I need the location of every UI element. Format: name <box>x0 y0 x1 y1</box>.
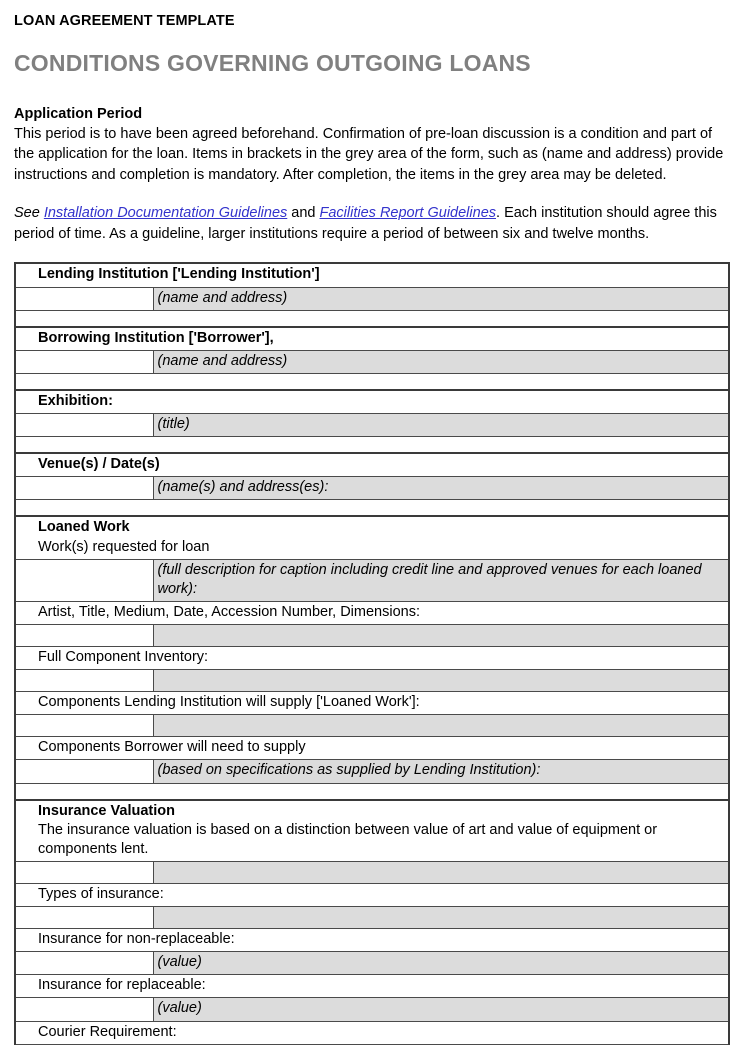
cell-components-borrower-input[interactable]: (based on specifications as supplied by Lending Institution): <box>153 760 729 783</box>
insurance-valuation-text: The insurance valuation is based on a distinction between value of art and value of equipment or components lent. <box>38 821 658 857</box>
cell-borrowing-institution-input[interactable]: (name and address) <box>153 350 729 373</box>
cell-venues-dates-input[interactable]: (name(s) and address(es): <box>153 477 729 500</box>
cell-lending-institution-stub[interactable] <box>15 287 153 310</box>
link-facilities-report-guidelines[interactable]: Facilities Report Guidelines <box>319 205 497 222</box>
table-row <box>15 601 729 624</box>
cell-spacer <box>15 783 729 800</box>
table-row <box>15 861 729 883</box>
table-row <box>15 760 729 783</box>
table-row <box>15 647 729 670</box>
cell-insurance-valuation-input[interactable] <box>153 861 729 883</box>
reference-conjunction: and <box>287 205 320 222</box>
table-row-spacer <box>15 783 729 800</box>
table-row <box>15 287 729 310</box>
cell-insurance-valuation-stub[interactable] <box>15 861 153 883</box>
cell-insurance-replaceable-label: Insurance for replaceable: <box>15 975 729 998</box>
table-row <box>15 350 729 373</box>
table-row <box>15 559 729 601</box>
cell-insurance-replaceable-stub[interactable] <box>15 998 153 1021</box>
loan-agreement-form-table <box>14 262 730 1044</box>
table-row <box>15 516 729 559</box>
table-row <box>15 737 729 760</box>
reference-tail: . Each institution should agree this period of time. As a guideline, larger institutions require a period of between six and twelve months. <box>14 205 717 242</box>
table-row-spacer <box>15 373 729 390</box>
cell-borrowing-institution-stub[interactable] <box>15 350 153 373</box>
cell-components-borrower-stub[interactable] <box>15 760 153 783</box>
table-row <box>15 670 729 692</box>
cell-full-component-inventory-label: Full Component Inventory: <box>15 647 729 670</box>
cell-insurance-non-replaceable-input[interactable]: (value) <box>153 952 729 975</box>
table-row <box>15 625 729 647</box>
cell-courier-requirement-label: Courier Requirement: <box>15 1021 729 1044</box>
cell-spacer <box>15 310 729 327</box>
reference-paragraph <box>14 203 728 244</box>
loaned-work-subtitle: Work(s) requested for loan <box>38 538 210 555</box>
table-row <box>15 477 729 500</box>
table-row <box>15 327 729 351</box>
cell-loaned-work-input[interactable]: (full description for caption including credit line and approved venues for each loaned work): <box>153 559 729 601</box>
table-row <box>15 929 729 952</box>
cell-insurance-non-replaceable-label: Insurance for non-replaceable: <box>15 929 729 952</box>
cell-exhibition-stub[interactable] <box>15 414 153 437</box>
cell-venues-dates-label: Venue(s) / Date(s) <box>15 453 729 477</box>
table-row-spacer <box>15 500 729 517</box>
cell-components-lending-stub[interactable] <box>15 715 153 737</box>
cell-spacer <box>15 500 729 517</box>
table-row <box>15 414 729 437</box>
link-installation-documentation-guidelines[interactable]: Installation Documentation Guidelines <box>43 205 288 222</box>
cell-components-lending-label: Components Lending Institution will supply ['Loaned Work']: <box>15 692 729 715</box>
cell-spacer <box>15 373 729 390</box>
cell-loaned-work-stub[interactable] <box>15 559 153 601</box>
cell-types-of-insurance-input[interactable] <box>153 907 729 929</box>
table-row <box>15 1021 729 1044</box>
table-row <box>15 998 729 1021</box>
cell-lending-institution-input[interactable]: (name and address) <box>153 287 729 310</box>
cell-exhibition-label: Exhibition: <box>15 390 729 414</box>
page-title: CONDITIONS GOVERNING OUTGOING LOANS <box>14 50 531 77</box>
document-kicker: LOAN AGREEMENT TEMPLATE <box>14 13 235 29</box>
table-row-spacer <box>15 310 729 327</box>
cell-exhibition-input[interactable]: (title) <box>153 414 729 437</box>
cell-full-component-inventory-stub[interactable] <box>15 670 153 692</box>
table-row <box>15 715 729 737</box>
table-row <box>15 975 729 998</box>
loaned-work-title: Loaned Work <box>38 519 130 536</box>
cell-insurance-non-replaceable-stub[interactable] <box>15 952 153 975</box>
table-row-spacer <box>15 437 729 454</box>
insurance-valuation-title: Insurance Valuation <box>38 802 175 819</box>
cell-lending-institution-label: Lending Institution ['Lending Institution'] <box>15 263 729 287</box>
cell-artist-title-label: Artist, Title, Medium, Date, Accession Number, Dimensions: <box>15 601 729 624</box>
cell-types-of-insurance-label: Types of insurance: <box>15 883 729 906</box>
cell-spacer <box>15 437 729 454</box>
cell-full-component-inventory-input[interactable] <box>153 670 729 692</box>
table-row <box>15 453 729 477</box>
table-row <box>15 883 729 906</box>
table-row <box>15 263 729 287</box>
section-heading-application-period: Application Period <box>14 105 143 122</box>
cell-insurance-replaceable-input[interactable]: (value) <box>153 998 729 1021</box>
table-row <box>15 952 729 975</box>
section-paragraph-application-period: This period is to have been agreed beforehand. Confirmation of pre-loan discussion is a condition and part of the application for the loan. Items in brackets in the grey area of the form, such as (name and address) provide instructions and completion is mandatory. After completion, the items in the grey area may be deleted. <box>14 125 724 183</box>
reference-lead: See <box>14 205 44 222</box>
cell-borrowing-institution-label: Borrowing Institution ['Borrower'], <box>15 327 729 351</box>
cell-artist-title-input[interactable] <box>153 625 729 647</box>
cell-types-of-insurance-stub[interactable] <box>15 907 153 929</box>
table-row <box>15 692 729 715</box>
cell-components-lending-input[interactable] <box>153 715 729 737</box>
table-row <box>15 800 729 862</box>
cell-loaned-work-label <box>15 516 729 559</box>
cell-artist-title-stub[interactable] <box>15 625 153 647</box>
table-row <box>15 907 729 929</box>
cell-insurance-valuation-label <box>15 800 729 862</box>
cell-components-borrower-label: Components Borrower will need to supply <box>15 737 729 760</box>
table-row <box>15 390 729 414</box>
cell-venues-dates-stub[interactable] <box>15 477 153 500</box>
